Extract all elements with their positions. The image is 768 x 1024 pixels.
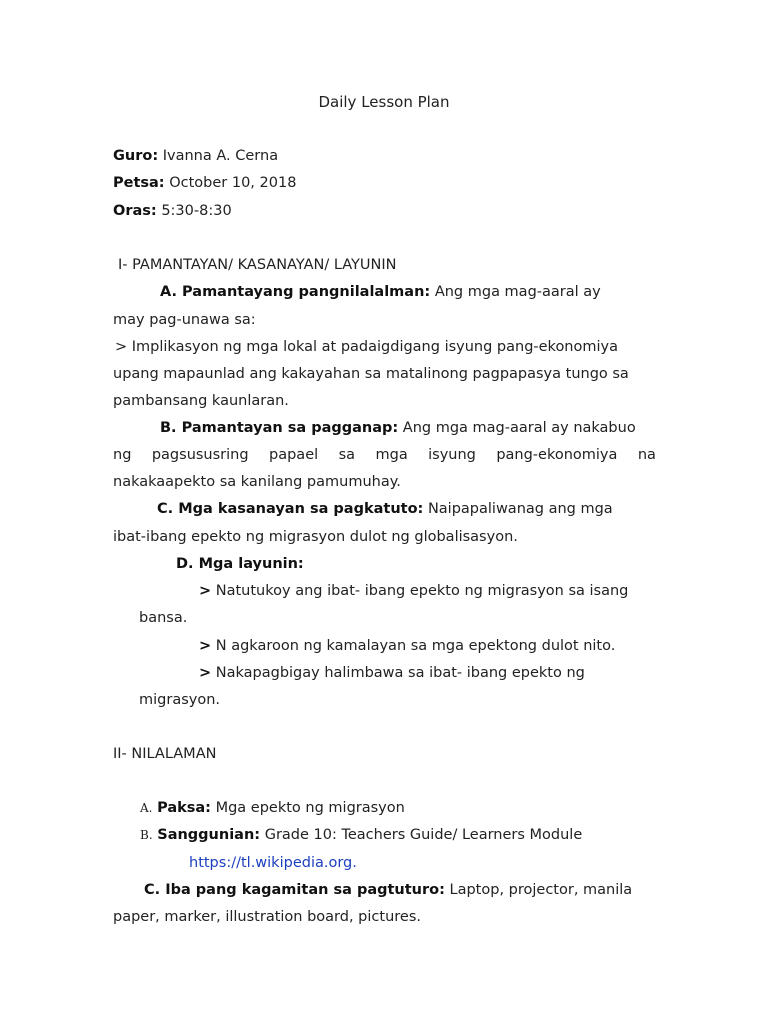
performance-standard-label: B. Pamantayan sa pagganap: bbox=[160, 420, 399, 436]
content-standard-text-4: upang mapaunlad ang kakayahan sa matalinong pagpapasya tungo sa bbox=[113, 366, 629, 382]
topic-label: Paksa: bbox=[157, 800, 211, 816]
objective-text-3: Nakapagbigay halimbawa sa ibat- ibang epekto ng bbox=[215, 665, 585, 681]
content-standard-text-3: > Implikasyon ng mga lokal at padaigdigang isyung pang-ekonomiya bbox=[115, 339, 618, 355]
content-standard-text-2: may pag-unawa sa: bbox=[113, 312, 256, 328]
objective-item-2 bbox=[199, 637, 615, 655]
time-value: 5:30-8:30 bbox=[161, 203, 232, 219]
performance-standard-line bbox=[160, 419, 636, 437]
objective-item-1 bbox=[199, 582, 628, 600]
reference-link[interactable]: https://tl.wikipedia.org. bbox=[189, 855, 357, 871]
word: isyung bbox=[428, 447, 476, 463]
topic-line bbox=[140, 799, 405, 817]
objective-text-3b: migrasyon. bbox=[139, 692, 221, 708]
time-label: Oras: bbox=[113, 203, 157, 219]
objective-text-1: Natutukoy ang ibat- ibang epekto ng migrasyon sa isang bbox=[215, 583, 629, 599]
reference-text: Grade 10: Teachers Guide/ Learners Module bbox=[264, 827, 583, 843]
date-value: October 10, 2018 bbox=[169, 175, 297, 191]
teacher-label: Guro: bbox=[113, 148, 159, 164]
competency-text-2: ibat-ibang epekto ng migrasyon dulot ng globalisasyon. bbox=[113, 529, 518, 545]
materials-text-2: paper, marker, illustration board, pictures. bbox=[113, 909, 421, 925]
bullet-marker: > bbox=[199, 638, 212, 654]
objective-text-2: N agkaroon ng kamalayan sa mga epektong dulot nito. bbox=[215, 638, 616, 654]
document-title: Daily Lesson Plan bbox=[318, 93, 450, 111]
objective-item-3 bbox=[199, 664, 585, 682]
performance-standard-text: Ang mga mag-aaral ay nakabuo bbox=[402, 420, 636, 436]
content-standard-label: A. Pamantayang pangnilalalman: bbox=[160, 284, 431, 300]
date-label: Petsa: bbox=[113, 175, 165, 191]
bullet-marker: > bbox=[199, 665, 212, 681]
reference-label: Sanggunian: bbox=[157, 827, 261, 843]
time-line bbox=[113, 202, 232, 220]
performance-standard-text-3: nakakaapekto sa kanilang pamumuhay. bbox=[113, 474, 401, 490]
reference-line bbox=[140, 826, 582, 844]
date-line bbox=[113, 174, 296, 192]
list-marker-a: A. bbox=[140, 801, 153, 815]
content-standard-text: Ang mga mag-aaral ay bbox=[434, 284, 601, 300]
teacher-value: Ivanna A. Cerna bbox=[162, 148, 279, 164]
word: ng bbox=[113, 447, 132, 463]
teacher-line bbox=[113, 147, 278, 165]
topic-text: Mga epekto ng migrasyon bbox=[215, 800, 405, 816]
word: papael bbox=[269, 447, 319, 463]
materials-text: Laptop, projector, manila bbox=[449, 882, 633, 898]
competency-label: C. Mga kasanayan sa pagkatuto: bbox=[157, 501, 424, 517]
word: na bbox=[637, 447, 656, 463]
materials-line bbox=[144, 881, 632, 899]
competency-text: Naipapaliwanag ang mga bbox=[427, 501, 613, 517]
word: pang-ekonomiya bbox=[496, 447, 618, 463]
word: sa bbox=[338, 447, 356, 463]
list-marker-b: B. bbox=[140, 828, 153, 842]
content-standard-text-5: pambansang kaunlaran. bbox=[113, 393, 289, 409]
objective-text-1b: bansa. bbox=[139, 610, 188, 626]
objectives-heading bbox=[176, 555, 304, 573]
bullet-marker: > bbox=[199, 583, 212, 599]
performance-standard-justified-line bbox=[113, 446, 656, 464]
content-standard-line bbox=[160, 283, 601, 301]
competency-line bbox=[157, 500, 613, 518]
section2-heading: II- NILALAMAN bbox=[113, 746, 217, 762]
objectives-label: D. Mga layunin: bbox=[176, 556, 304, 572]
word: pagsususring bbox=[151, 447, 249, 463]
materials-label: C. Iba pang kagamitan sa pagtuturo: bbox=[144, 882, 445, 898]
word: mga bbox=[375, 447, 408, 463]
section1-heading: I- PAMANTAYAN/ KASANAYAN/ LAYUNIN bbox=[118, 257, 397, 273]
